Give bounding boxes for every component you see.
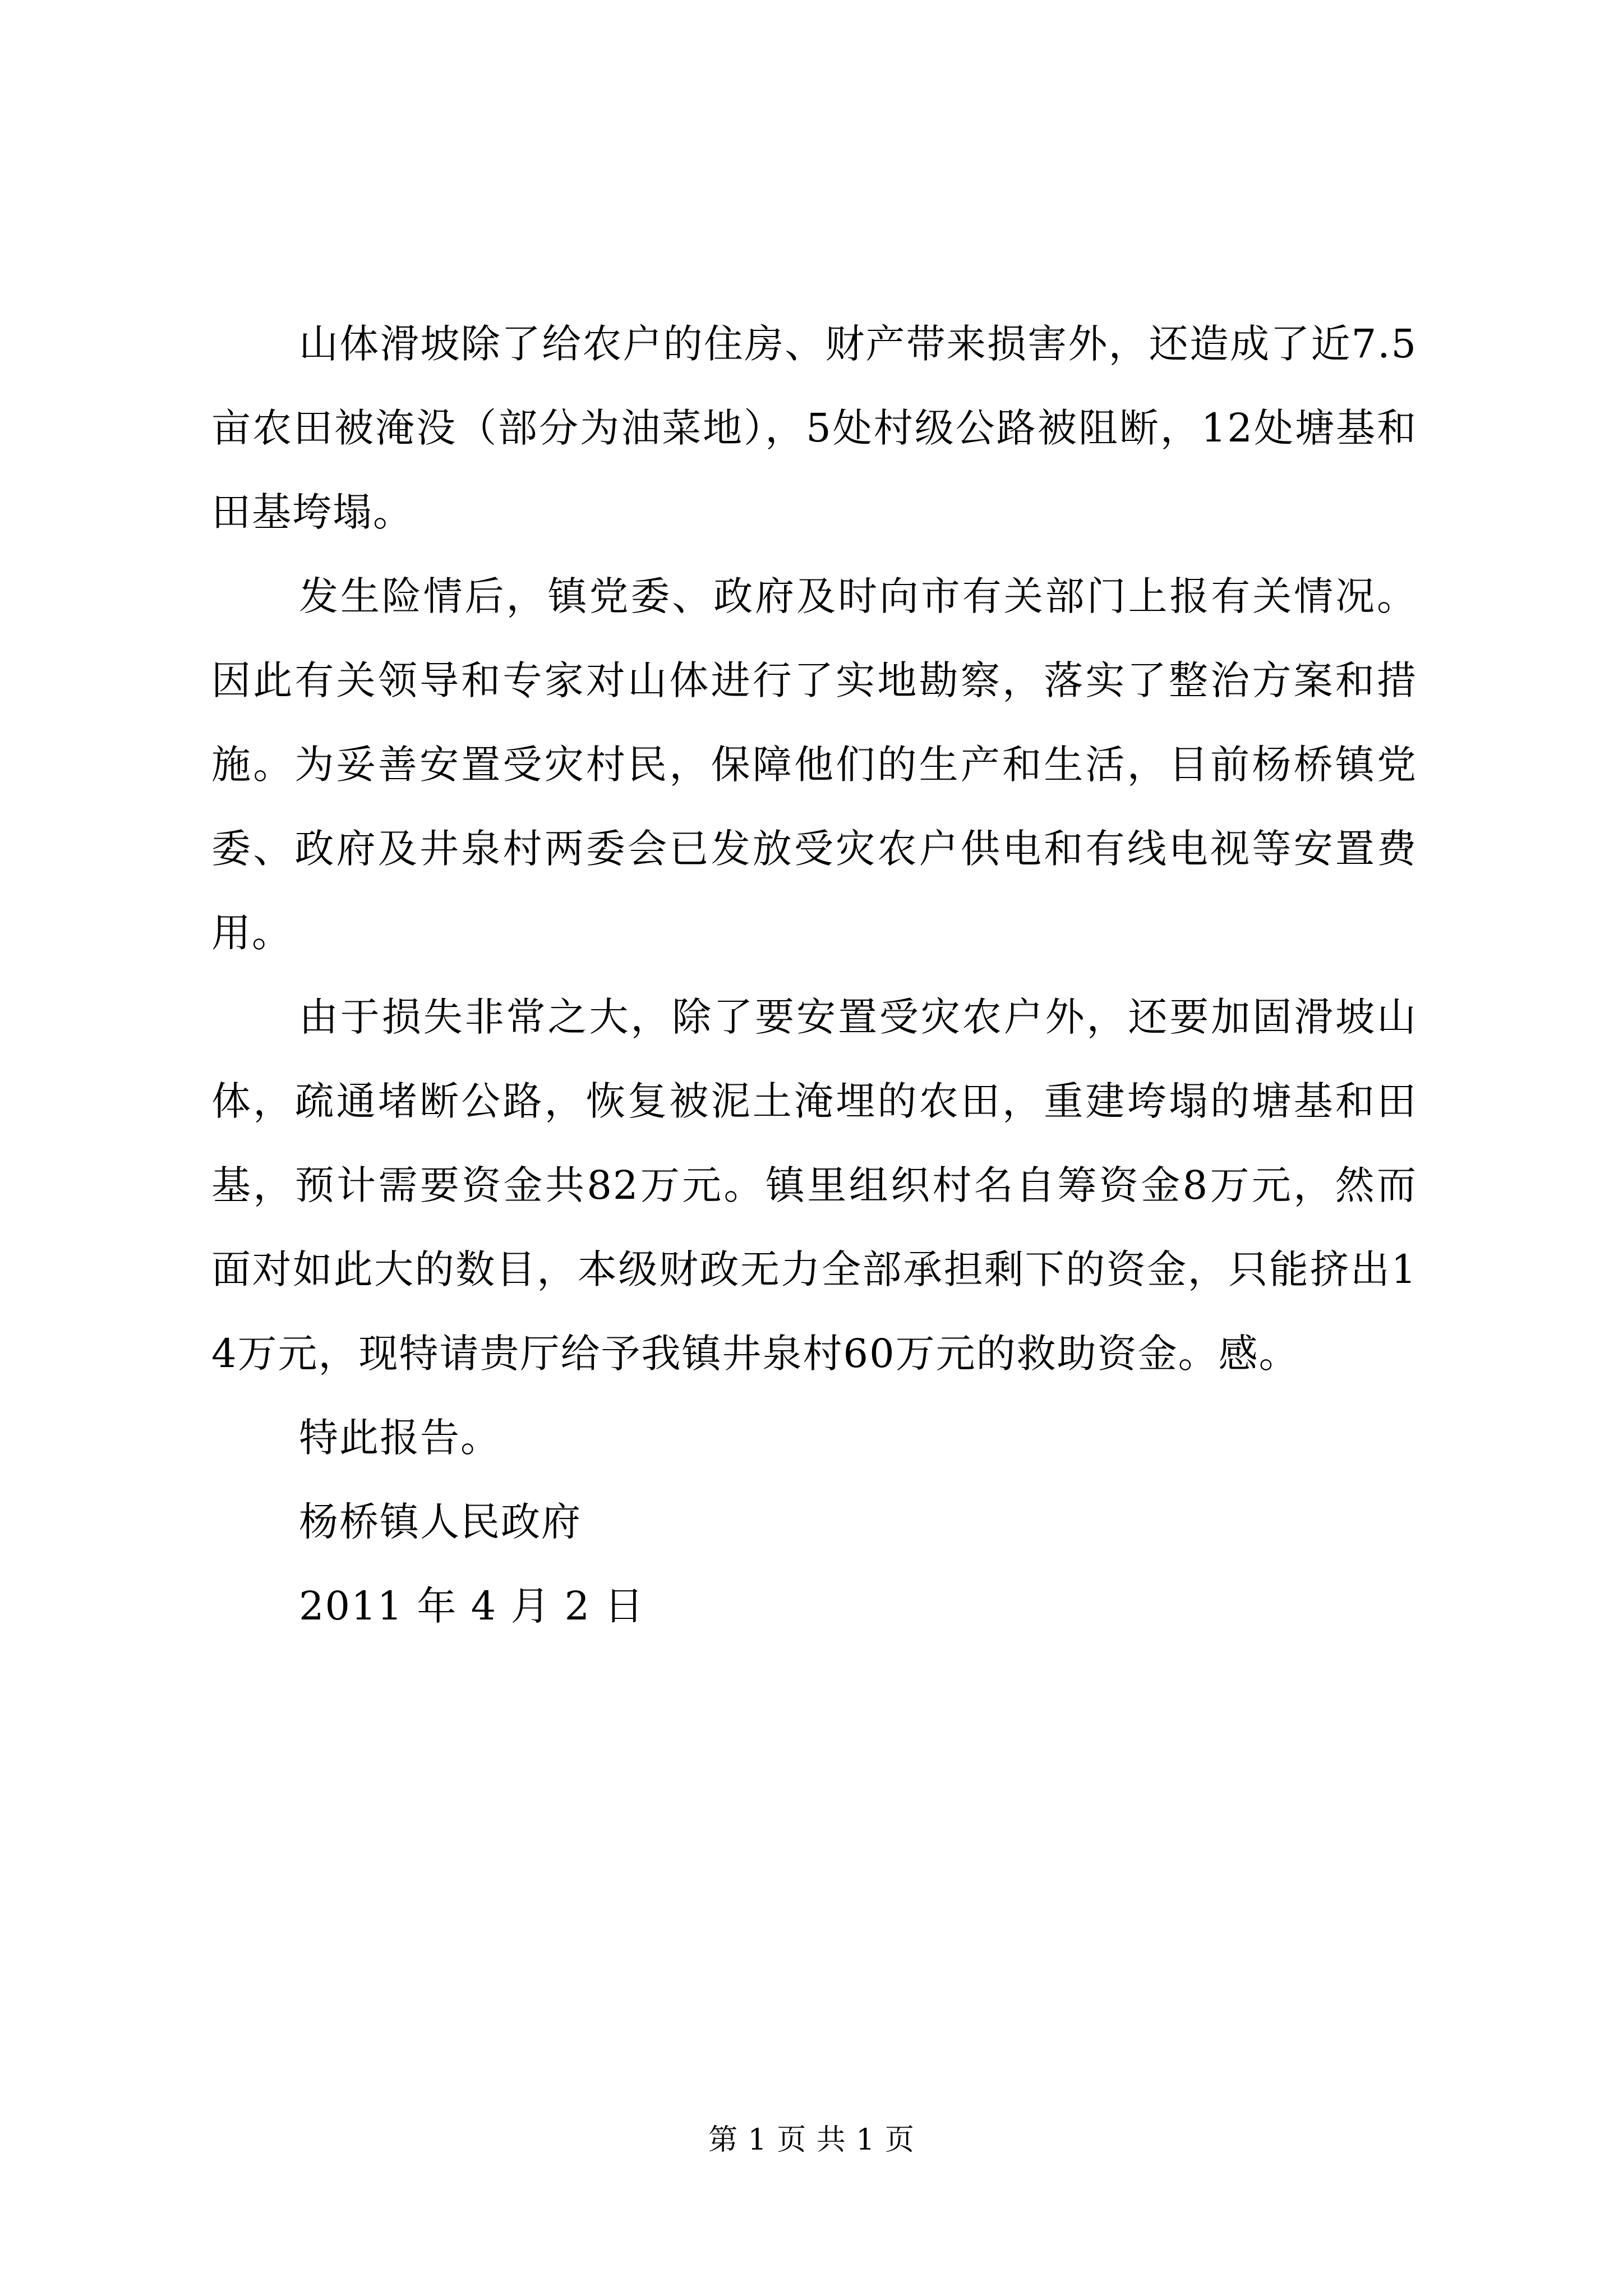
document-date: 2011 年 4 月 2 日 (299, 1583, 645, 1629)
paragraph-landslide-damage: 山体滑坡除了给农户的住房、财产带来损害外，还造成了近7.5亩农田被淹没（部分为油菜地），5处村级公路被阻断，12处塘基和田基垮塌。 (211, 321, 1417, 535)
paragraph-funding-request: 由于损失非常之大，除了要安置受灾农户外，还要加固滑坡山体，疏通堵断公路，恢复被泥土淹埋的农田，重建垮塌的塘基和田基，预计需要资金共82万元。镇里组织村名自筹资金8万元，然而面对如此大的数目，本级财政无力全部承担剩下的资金，只能挤出14万元，现特请贵厅给予我镇井泉村60万元的救助资金。感。 (211, 994, 1417, 1377)
paragraph-response-measures: 发生险情后，镇党委、政府及时向市有关部门上报有关情况。因此有关领导和专家对山体进行了实地勘察，落实了整治方案和措施。为妥善安置受灾村民，保障他们的生产和生活，目前杨桥镇党委、政府及井泉村两委会已发放受灾农户供电和有线电视等安置费用。 (211, 573, 1417, 956)
page-number-footer: 第 1 页 共 1 页 (708, 2123, 915, 2157)
closing-remark: 特此报告。 (299, 1415, 501, 1461)
signature-organization: 杨桥镇人民政府 (299, 1499, 582, 1545)
document-body (211, 302, 1417, 1648)
